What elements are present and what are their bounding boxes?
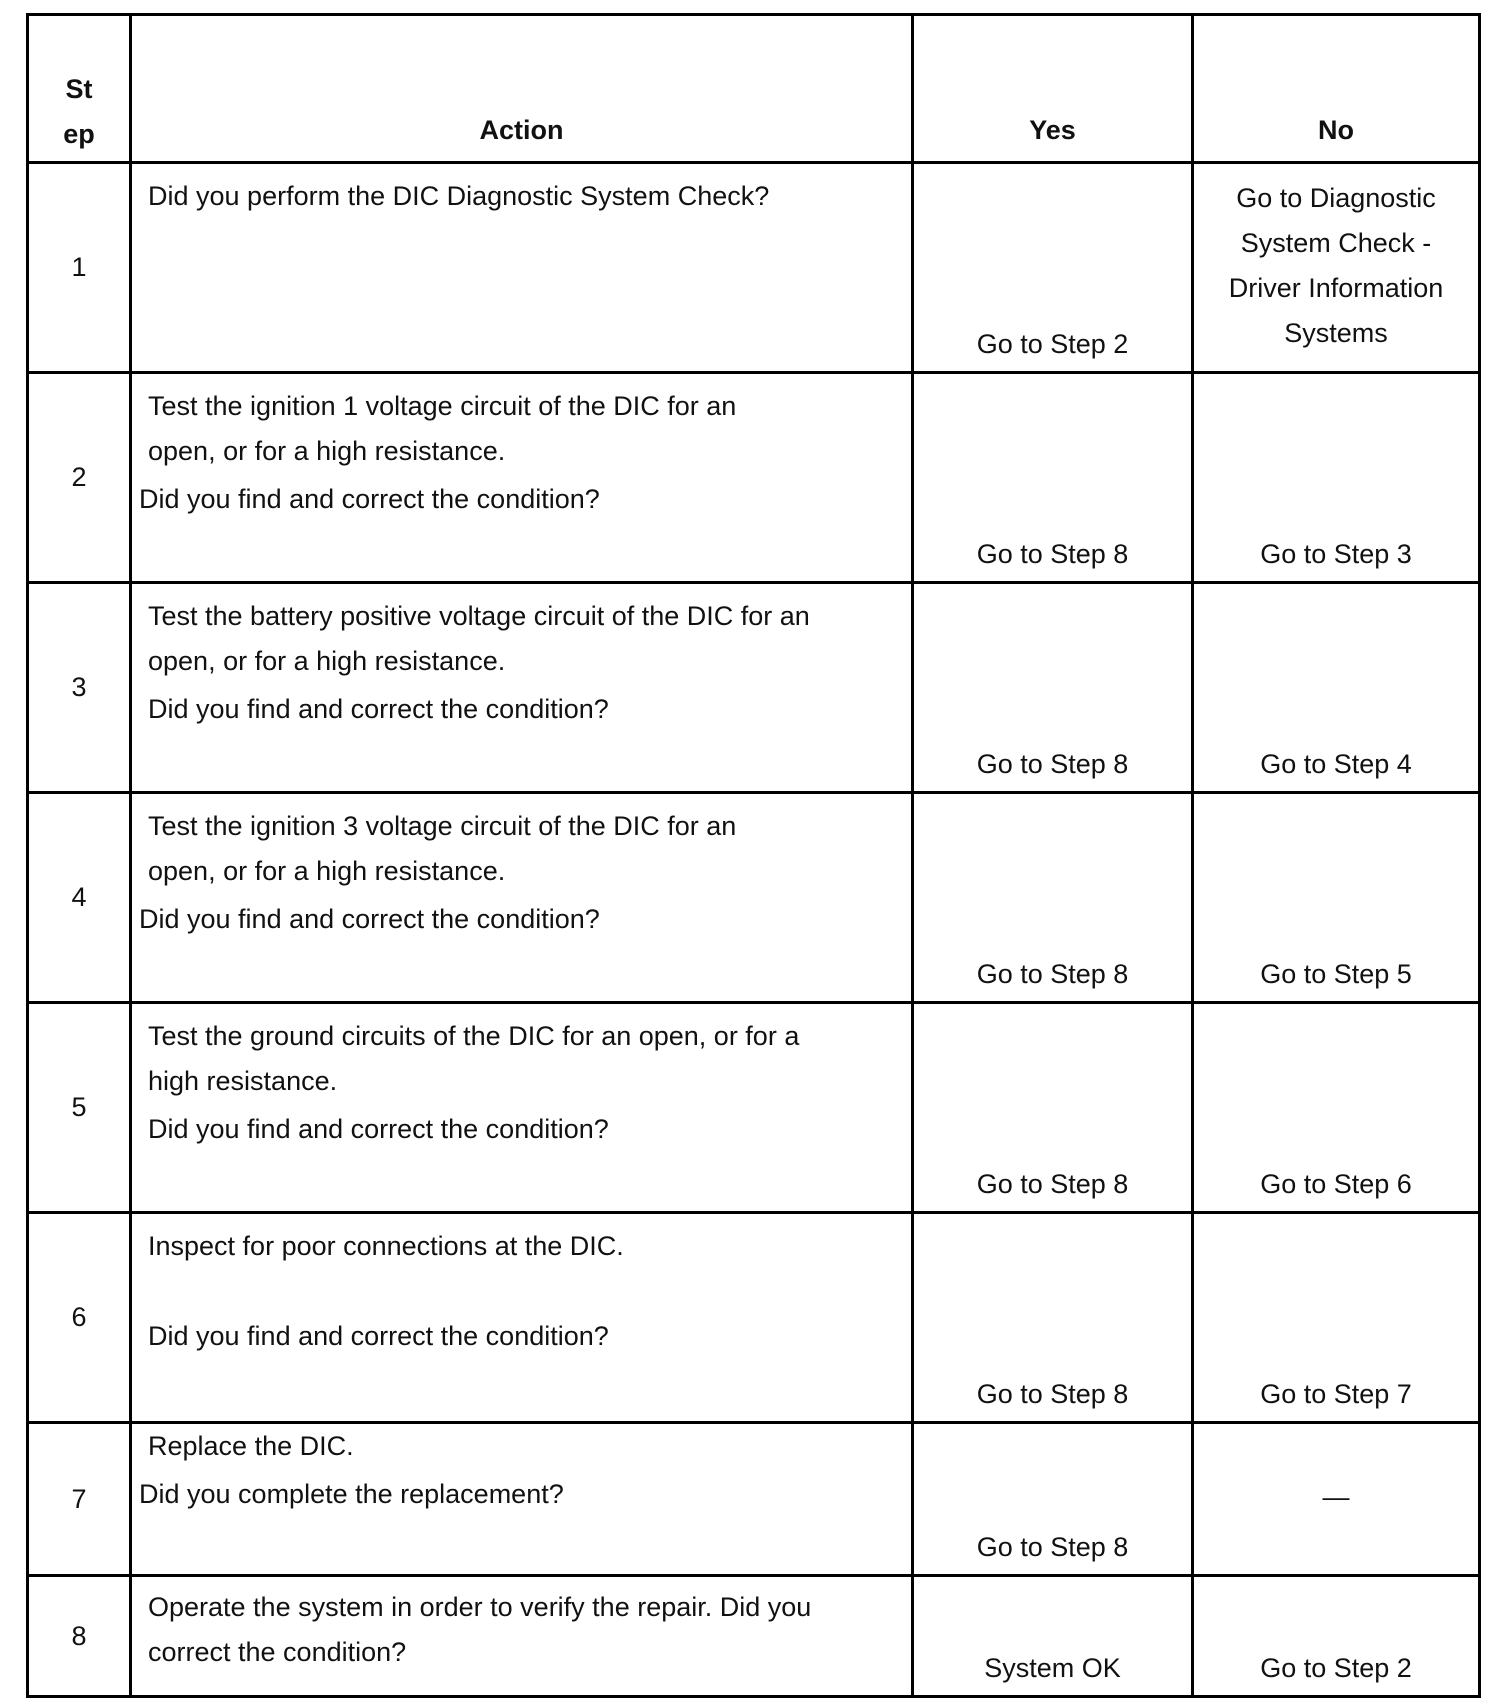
action-text: Test the battery positive voltage circuit of the DIC for an [148,601,810,631]
yes-cell: Go to Step 8 [913,1423,1193,1576]
action-text: high resistance. [148,1066,338,1096]
no-cell [1193,163,1480,373]
step-number: 7 [28,1423,131,1576]
action-text: Test the ground circuits of the DIC for an open, or for a [148,1021,800,1051]
yes-column-header: Yes [913,15,1193,163]
yes-cell: Go to Step 8 [913,1003,1193,1213]
action-text: Test the ignition 1 voltage circuit of the DIC for an [148,391,737,421]
action-text: Test the ignition 3 voltage circuit of the DIC for an [148,811,737,841]
no-cell: Go to Step 7 [1193,1213,1480,1423]
action-question: Did you find and correct the condition? [139,904,600,934]
step-number: 5 [28,1003,131,1213]
step-header-line-1: St [65,74,93,104]
action-text: open, or for a high resistance. [148,856,506,886]
table-row [28,1423,1480,1576]
action-cell [131,1213,913,1423]
table-row [28,1003,1480,1213]
step-number: 1 [28,163,131,373]
action-cell [131,373,913,583]
step-number: 4 [28,793,131,1003]
action-cell [131,1576,913,1697]
diagnostic-table [26,13,1481,1698]
step-number: 8 [28,1576,131,1697]
no-cell: — [1193,1423,1480,1576]
action-question: Did you complete the replacement? [139,1479,564,1509]
action-text: Replace the DIC. [148,1431,354,1461]
step-number: 3 [28,583,131,793]
step-number: 6 [28,1213,131,1423]
action-question: Did you find and correct the condition? [139,484,600,514]
action-cell [131,1003,913,1213]
yes-cell: Go to Step 8 [913,373,1193,583]
no-text: Systems [1284,318,1388,348]
action-question: Did you find and correct the condition? [148,694,609,724]
yes-cell: Go to Step 8 [913,793,1193,1003]
table-row [28,583,1480,793]
no-cell: Go to Step 3 [1193,373,1480,583]
no-cell: Go to Step 4 [1193,583,1480,793]
yes-cell: System OK [913,1576,1193,1697]
yes-cell: Go to Step 8 [913,583,1193,793]
no-text: Driver Information [1228,273,1444,303]
no-cell: Go to Step 2 [1193,1576,1480,1697]
yes-cell: Go to Step 8 [913,1213,1193,1423]
table-row [28,1213,1480,1423]
step-header-line-2: ep [63,119,95,149]
no-text: Go to Diagnostic [1236,183,1436,213]
table-row [28,163,1480,373]
action-text: Did you perform the DIC Diagnostic System Check? [148,181,770,211]
table-row [28,793,1480,1003]
step-number: 2 [28,373,131,583]
table-row [28,1576,1480,1697]
action-cell [131,583,913,793]
action-text: open, or for a high resistance. [148,436,506,466]
yes-cell: Go to Step 2 [913,163,1193,373]
action-text: Inspect for poor connections at the DIC. [148,1231,624,1261]
no-text: System Check - [1240,228,1432,258]
action-text: correct the condition? [148,1637,407,1667]
action-question: Did you find and correct the condition? [148,1114,609,1144]
action-text: open, or for a high resistance. [148,646,506,676]
action-text: Operate the system in order to verify the repair. Did you [148,1592,812,1622]
table-row [28,373,1480,583]
action-column-header: Action [131,15,913,163]
no-cell: Go to Step 6 [1193,1003,1480,1213]
action-cell [131,1423,913,1576]
no-cell: Go to Step 5 [1193,793,1480,1003]
action-cell [131,793,913,1003]
step-column-header [28,15,131,163]
header-row [28,15,1480,163]
action-cell [131,163,913,373]
no-column-header: No [1193,15,1480,163]
action-question: Did you find and correct the condition? [148,1321,609,1351]
